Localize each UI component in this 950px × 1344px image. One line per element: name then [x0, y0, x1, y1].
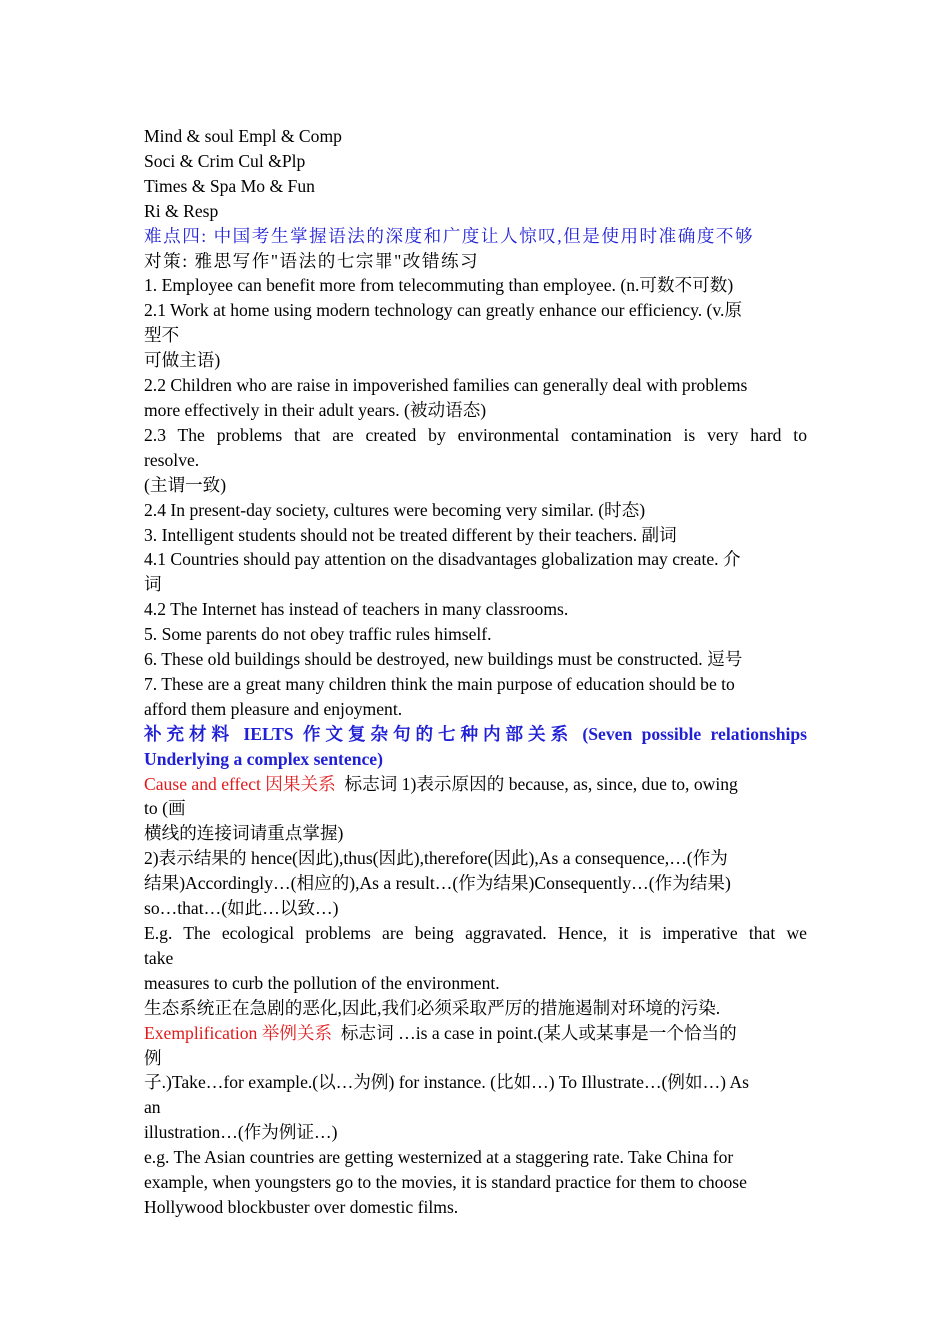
- exercise-7-cont: afford them pleasure and enjoyment.: [144, 698, 403, 719]
- strategy-line: 对策: 雅思写作"语法的七宗罪"改错练习: [144, 250, 480, 271]
- exercise-4-2: 4.2 The Internet has instead of teachers in many classrooms.: [144, 599, 569, 620]
- result-connectives-cont: so…that…(如此…以致…): [144, 898, 339, 919]
- exercise-5: 5. Some parents do not obey traffic rules himself.: [144, 624, 492, 645]
- exercise-2-3-note: (主谓一致): [144, 474, 227, 495]
- exemplification-text: 标志词 …is a case in point.(某人或某事是一个恰当的: [340, 1022, 737, 1043]
- exemplification-example-cont: example, when youngsters go to the movies, it is standard practice for them to choose: [144, 1172, 747, 1193]
- result-connectives: 2)表示结果的 hence(因此),thus(因此),therefore(因此),As a consequence,…(作为: [144, 848, 728, 869]
- result-connectives-cont: 结果)Accordingly…(相应的),As a result…(作为结果)Consequently…(作为结果): [144, 873, 731, 894]
- exercise-4-1: 4.1 Countries should pay attention on the disadvantages globalization may create. 介: [144, 549, 741, 570]
- exercise-2-1-cont: 型不: [144, 325, 180, 346]
- exercise-1: 1. Employee can benefit more from telecommuting than employee. (n.可数不可数): [144, 275, 734, 296]
- exercise-2-2: 2.2 Children who are raise in impoverished families can generally deal with problems: [144, 375, 748, 396]
- cause-effect-line: [144, 772, 807, 797]
- exercise-3: 3. Intelligent students should not be treated different by their teachers. 副词: [144, 524, 677, 545]
- topic-line-4: Ri & Resp: [144, 200, 219, 221]
- cause-effect-cont: 横线的连接词请重点掌握): [144, 823, 344, 844]
- exercise-7: 7. These are a great many children think the main purpose of education should be to: [144, 673, 735, 694]
- topic-line-2: Soci & Crim Cul &Plp: [144, 150, 306, 171]
- exercise-2-1: 2.1 Work at home using modern technology can greatly enhance our efficiency. (v.原: [144, 300, 743, 321]
- supplement-heading-cont: Underlying a complex sentence): [144, 748, 383, 769]
- exemplification-line: [144, 1021, 807, 1046]
- cause-effect-cont: to (画: [144, 798, 186, 819]
- exemplification-cont: 子.)Take…for example.(以…为例) for instance. (比如…) To Illustrate…(例如…) As: [144, 1072, 750, 1093]
- cause-example-translation: 生态系统正在急剧的恶化,因此,我们必须采取严厉的措施遏制对环境的污染.: [144, 997, 721, 1018]
- cause-example-cont: take: [144, 947, 174, 968]
- cause-example-cont: measures to curb the pollution of the environment.: [144, 972, 500, 993]
- cause-effect-label: Cause and effect 因果关系: [144, 773, 336, 794]
- exemplification-example-cont: Hollywood blockbuster over domestic films.: [144, 1196, 459, 1217]
- difficulty-heading: 难点四: 中国考生掌握语法的深度和广度让人惊叹,但是使用时准确度不够: [144, 225, 755, 246]
- supplement-heading: 补充材料 IELTS 作文复杂句的七种内部关系 (Seven possible relationships: [144, 723, 807, 744]
- exercise-2-3-cont: resolve.: [144, 449, 200, 470]
- exercise-2-2-cont: more effectively in their adult years. (被动语态): [144, 399, 487, 420]
- topic-line-1: Mind & soul Empl & Comp: [144, 126, 342, 146]
- exercise-2-4: 2.4 In present-day society, cultures were becoming very similar. (时态): [144, 499, 646, 520]
- exercise-6: 6. These old buildings should be destroyed, new buildings must be constructed. 逗号: [144, 649, 743, 670]
- exemplification-cont: illustration…(作为例证…): [144, 1122, 338, 1143]
- exercise-2-1-cont: 可做主语): [144, 350, 221, 371]
- exercise-4-1-cont: 词: [144, 574, 162, 595]
- exemplification-cont: 例: [144, 1047, 162, 1068]
- exemplification-example: e.g. The Asian countries are getting westernized at a staggering rate. Take China for: [144, 1147, 734, 1168]
- cause-example: E.g. The ecological problems are being aggravated. Hence, it is imperative that we: [144, 923, 807, 943]
- cause-effect-text: 标志词 1)表示原因的 because, as, since, due to, owing: [344, 773, 738, 794]
- exemplification-label: Exemplification 举例关系: [144, 1022, 333, 1043]
- exemplification-cont: an: [144, 1097, 161, 1118]
- topic-line-3: Times & Spa Mo & Fun: [144, 175, 315, 196]
- document-page: [144, 124, 807, 1220]
- exercise-2-3: 2.3 The problems that are created by environmental contamination is very hard to: [144, 424, 807, 445]
